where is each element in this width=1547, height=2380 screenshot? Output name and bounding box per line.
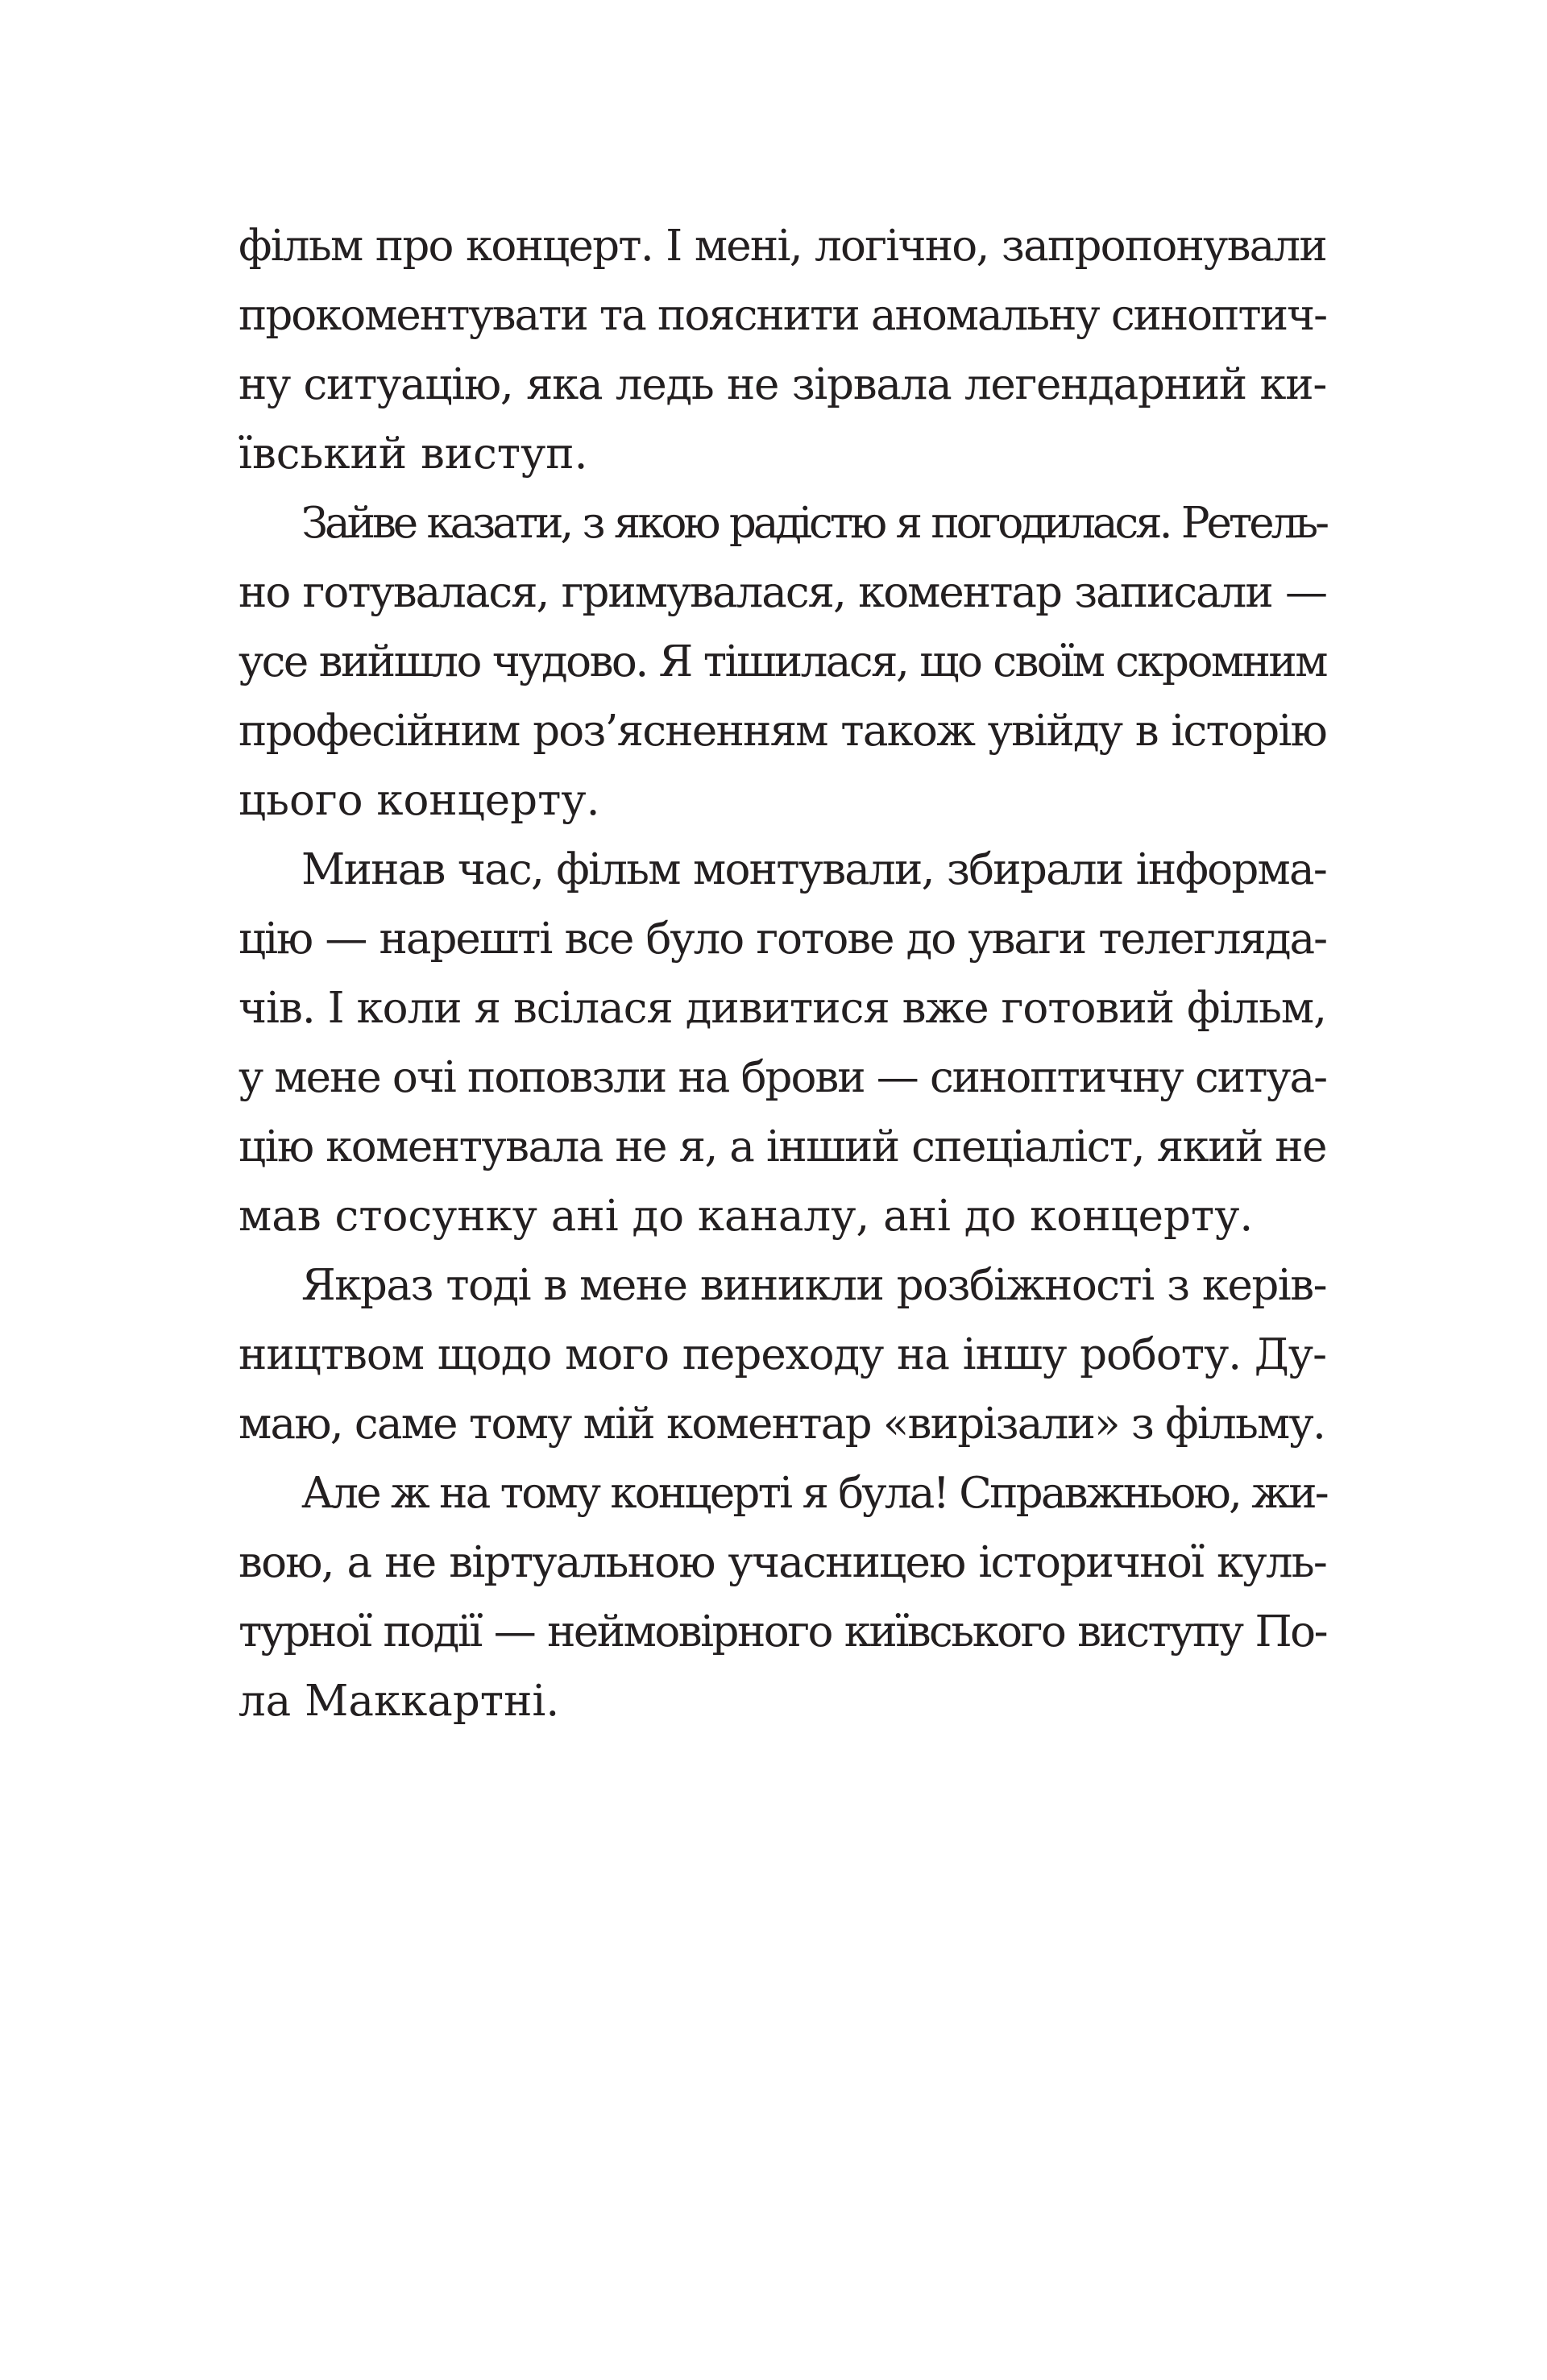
text-line: Зайве казати, з якою радістю я погодилася. Ретель- bbox=[301, 499, 1326, 548]
paragraph-2 bbox=[238, 489, 1326, 835]
text-line: чів. І коли я всілася дивитися вже готовий фільм, bbox=[238, 984, 1326, 1033]
text-line: Якраз тоді в мене виникли розбіжності з керів- bbox=[301, 1261, 1326, 1310]
text-line: цього концерту. bbox=[238, 776, 600, 825]
text-line: ну ситуацію, яка ледь не зірвала легендарний ки- bbox=[238, 360, 1326, 409]
text-line: фільм про концерт. І мені, логічно, запропонували bbox=[238, 222, 1326, 271]
text-line: ла Маккартні. bbox=[238, 1677, 560, 1726]
text-line: Минав час, фільм монтували, збирали інформа- bbox=[301, 845, 1326, 894]
text-line: цію — нарешті все було готове до уваги телегляда- bbox=[238, 914, 1326, 964]
paragraph-5 bbox=[238, 1459, 1326, 1736]
text-line: цію коментувала не я, а інший спеціаліст, який не bbox=[238, 1122, 1326, 1171]
text-line: ництвом щодо мого переходу на іншу роботу. Ду- bbox=[238, 1330, 1326, 1379]
text-line: мав стосунку ані до каналу, ані до концерту. bbox=[238, 1192, 1254, 1241]
paragraph-1 bbox=[238, 212, 1326, 489]
body-text bbox=[238, 212, 1326, 1736]
text-line: турної події — неймовірного київського виступу По- bbox=[238, 1607, 1326, 1656]
text-line: усе вийшло чудово. Я тішилася, що своїм скромним bbox=[238, 637, 1326, 686]
paragraph-4 bbox=[238, 1251, 1326, 1459]
text-line: маю, саме тому мій коментар «вирізали» з фільму. bbox=[238, 1399, 1325, 1449]
text-line: професійним роз’ясненням також увійду в історію bbox=[238, 707, 1326, 756]
text-line: прокоментувати та пояснити аномальну синоптич- bbox=[238, 291, 1326, 340]
text-line: Але ж на тому концерті я була! Справжньою, жи- bbox=[301, 1469, 1327, 1518]
paragraph-3 bbox=[238, 835, 1326, 1251]
text-line: но готувалася, гримувалася, коментар записали — bbox=[238, 568, 1326, 617]
text-line: у мене очі поповзли на брови — синоптичну ситуа- bbox=[238, 1053, 1326, 1102]
text-line: вою, а не віртуальною учасницею історичної куль- bbox=[238, 1538, 1326, 1587]
text-line: ївський виступ. bbox=[238, 429, 588, 479]
